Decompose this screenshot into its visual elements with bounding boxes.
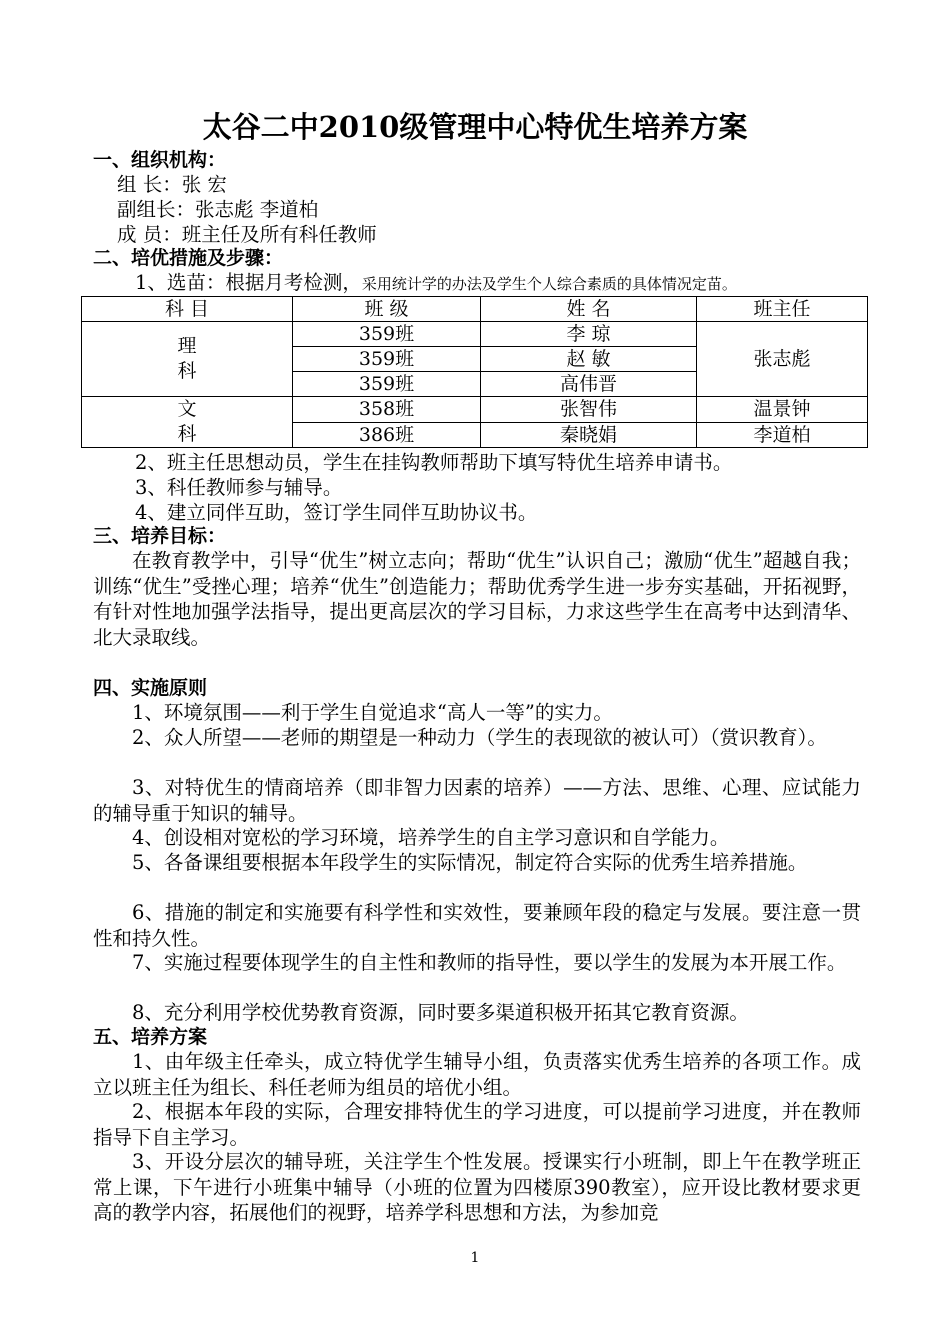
principle-item: 3、对特优生的情商培养（即非智力因素的培养）——方法、思维、心理、应试能力的辅导重于知识的辅导。 — [93, 776, 861, 825]
teacher-science-cell: 张志彪 — [697, 322, 868, 397]
class-cell: 386班 — [293, 422, 481, 448]
section1-heading: 一、组织机构： — [93, 149, 227, 171]
teacher-cell: 李道柏 — [697, 422, 868, 448]
principle-item: 6、措施的制定和实施要有科学性和实效性，要兼顾年段的稳定与发展。要注意一贯性和持久性。 — [93, 901, 861, 950]
principle-item: 4、创设相对宽松的学习环境，培养学生的自主学习意识和自学能力。 — [132, 826, 730, 849]
header-class: 班 级 — [293, 297, 481, 322]
plan-item: 2、根据本年段的实际，合理安排特优生的学习进度，可以提前学习进度，并在教师指导下自主学习。 — [93, 1100, 861, 1149]
plan-item: 1、由年级主任牵头，成立特优学生辅导小组，负责落实优秀生培养的各项工作。成立以班主任为组长、科任老师为组员的培优小组。 — [93, 1050, 861, 1099]
class-cell: 358班 — [293, 397, 481, 423]
table-row — [82, 322, 868, 347]
step3-line: 3、科任教师参与辅导。 — [135, 476, 343, 499]
step1-note: 采用统计学的办法及学生个人综合素质的具体情况定苗。 — [361, 275, 737, 293]
org-deputy-line: 副组长：张志彪 李道柏 — [117, 198, 319, 221]
subject-science-char1: 理 — [177, 335, 197, 357]
header-subject: 科 目 — [82, 297, 293, 322]
goals-paragraph: 在教育教学中，引导“优生”树立志向；帮助“优生”认识自己；激励“优生”超越自我；训练“优生”受挫心理；培养“优生”创造能力；帮助优秀学生进一步夯实基础，开拓视野，有针对性地加强学法指导，提出更高层次的学习目标，力求这些学生在高考中达到清华、北大录取线。 — [93, 549, 861, 649]
student-roster-table — [81, 296, 868, 448]
step4-line: 4、建立同伴互助，签订学生同伴互助协议书。 — [135, 501, 538, 524]
plan-item: 3、开设分层次的辅导班，关注学生个性发展。授课实行小班制，即上午在教学班正常上课，下午进行小班集中辅导（小班的位置为四楼原390教室），应开设比教材要求更高的教学内容，拓展他们的视野，培养学科思想和方法，为参加竞 — [93, 1150, 861, 1224]
name-cell: 李 琼 — [481, 322, 697, 347]
class-cell: 359班 — [293, 322, 481, 347]
step1-line — [135, 270, 737, 297]
header-name: 姓 名 — [481, 297, 697, 322]
section2-heading: 二、培优措施及步骤： — [93, 247, 284, 269]
step2-line: 2、班主任思想动员，学生在挂钩教师帮助下填写特优生培养申请书。 — [135, 451, 733, 474]
class-cell: 359班 — [293, 347, 481, 372]
teacher-cell: 温景钟 — [697, 397, 868, 423]
subject-arts-char2: 科 — [177, 423, 197, 445]
page-number: 1 — [470, 1250, 480, 1266]
section5-heading: 五、培养方案 — [93, 1026, 208, 1048]
step1-main: 1、选苗：根据月考检测， — [135, 271, 362, 294]
principle-item: 7、实施过程要体现学生的自主性和教师的指导性，要以学生的发展为本开展工作。 — [132, 951, 847, 974]
header-teacher: 班主任 — [697, 297, 868, 322]
org-leader-line: 组 长：张 宏 — [117, 173, 227, 196]
subject-science-char2: 科 — [177, 360, 197, 382]
principle-item: 5、各备课组要根据本年段学生的实际情况，制定符合实际的优秀生培养措施。 — [132, 851, 808, 874]
subject-science-cell — [82, 322, 293, 397]
principle-item: 8、充分利用学校优势教育资源，同时要多渠道积极开拓其它教育资源。 — [132, 1001, 749, 1024]
principle-item: 1、环境氛围——利于学生自觉追求“高人一等”的实力。 — [132, 701, 613, 724]
section3-heading: 三、培养目标： — [93, 525, 227, 547]
principle-item: 2、众人所望——老师的期望是一种动力（学生的表现欲的被认可）（赏识教育）。 — [132, 726, 827, 749]
subject-arts-cell — [82, 397, 293, 448]
document-title: 太谷二中2010级管理中心特优生培养方案 — [202, 110, 748, 144]
subject-arts-char1: 文 — [177, 398, 197, 420]
section4-heading: 四、实施原则 — [93, 677, 208, 699]
org-members-line: 成 员：班主任及所有科任教师 — [117, 223, 377, 246]
name-cell: 张智伟 — [481, 397, 697, 423]
name-cell: 赵 敏 — [481, 347, 697, 372]
name-cell: 高伟晋 — [481, 372, 697, 397]
table-header-row — [82, 297, 868, 322]
class-cell: 359班 — [293, 372, 481, 397]
table-row — [82, 397, 868, 423]
name-cell: 秦晓娟 — [481, 422, 697, 448]
